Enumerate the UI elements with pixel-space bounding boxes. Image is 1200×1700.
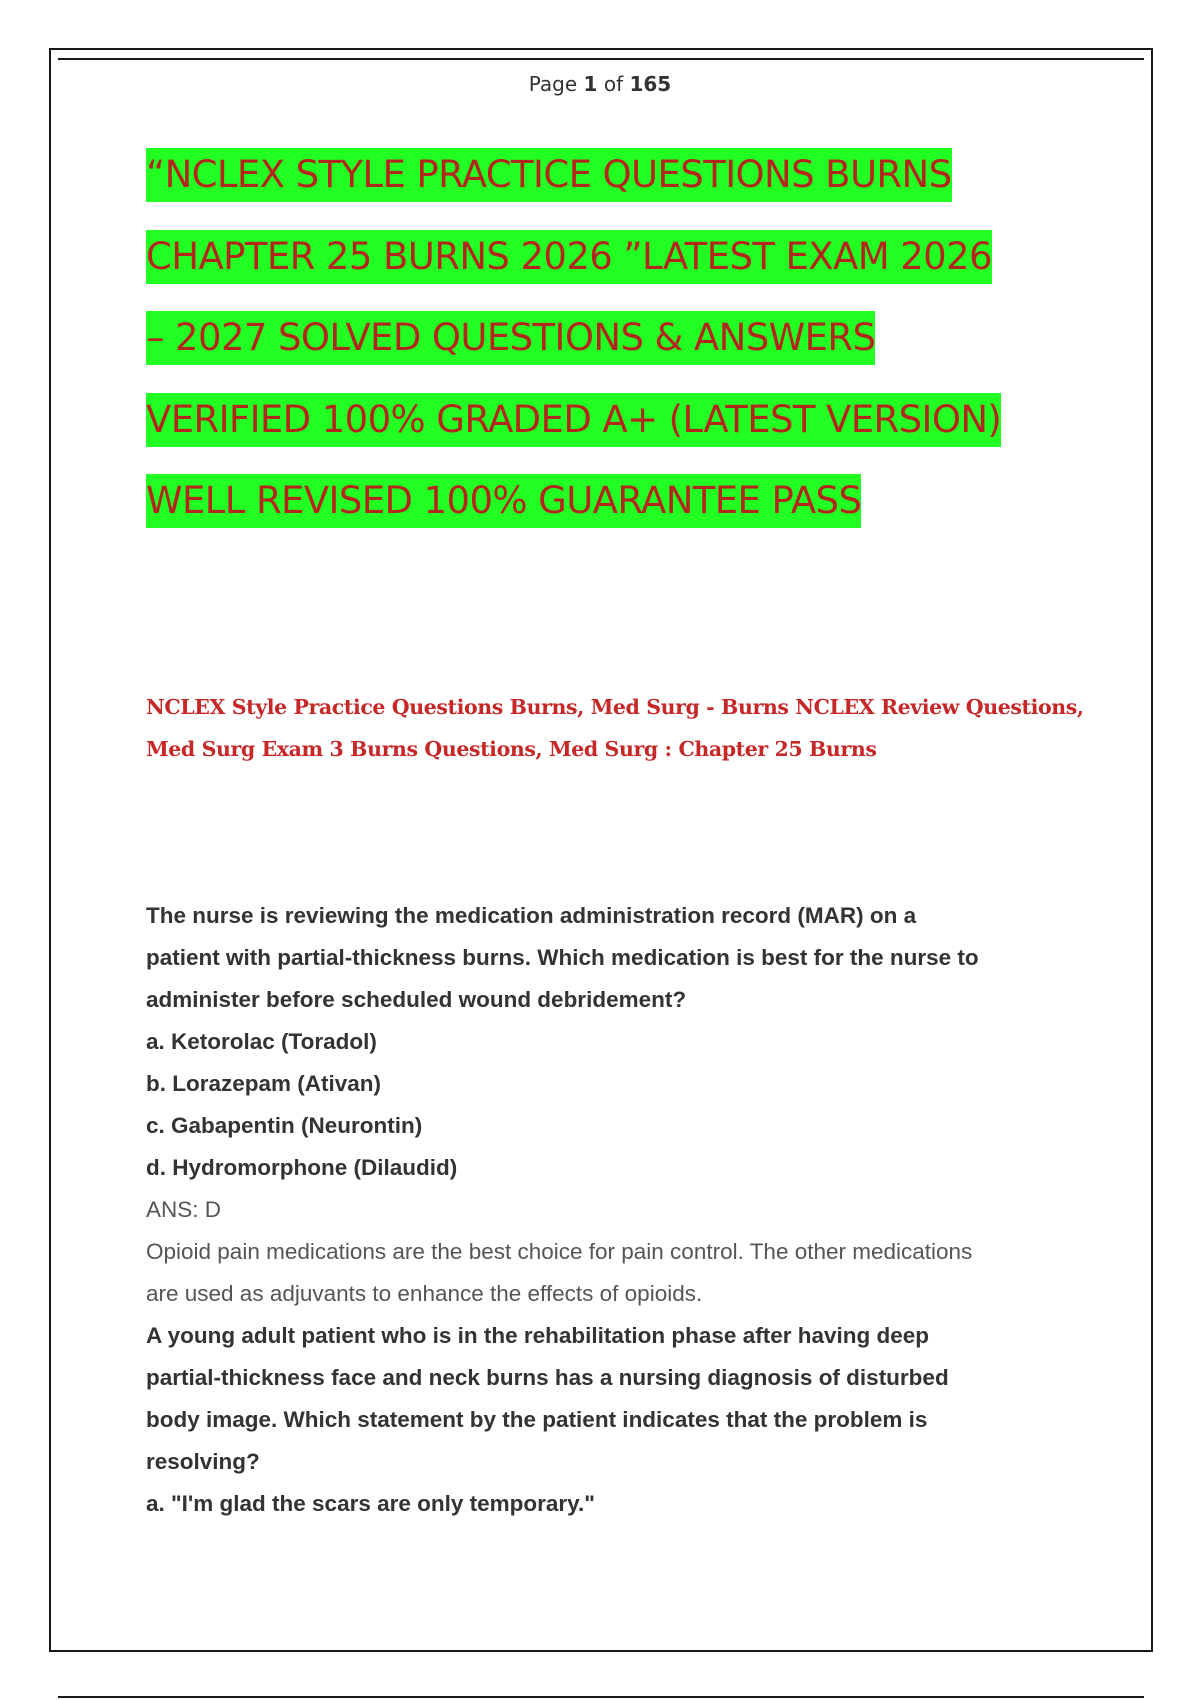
subtitle-line: Med Surg Exam 3 Burns Questions, Med Surg : Chapter 25 Burns bbox=[146, 737, 877, 761]
title-line: CHAPTER 25 BURNS 2026 ”LATEST EXAM 2026 bbox=[146, 230, 1066, 312]
top-rule bbox=[58, 58, 1144, 60]
subtitle-line: NCLEX Style Practice Questions Burns, Med Surg - Burns NCLEX Review Questions, bbox=[146, 695, 1084, 719]
page-indicator bbox=[0, 72, 1200, 96]
question-2-text: A young adult patient who is in the rehabilitation phase after having deep bbox=[146, 1323, 929, 1348]
question-1-explanation: are used as adjuvants to enhance the effects of opioids. bbox=[146, 1281, 703, 1306]
page-current: 1 bbox=[583, 72, 598, 96]
question-1-explanation: Opioid pain medications are the best choice for pain control. The other medications bbox=[146, 1239, 973, 1264]
question-1-text: patient with partial-thickness burns. Which medication is best for the nurse to bbox=[146, 945, 979, 970]
question-1-text: administer before scheduled wound debridement? bbox=[146, 987, 687, 1012]
title-line: WELL REVISED 100% GUARANTEE PASS bbox=[146, 474, 1066, 556]
question-1-option-c: c. Gabapentin (Neurontin) bbox=[146, 1113, 423, 1138]
question-2-text: resolving? bbox=[146, 1449, 260, 1474]
title-line: “NCLEX STYLE PRACTICE QUESTIONS BURNS bbox=[146, 148, 1066, 230]
page-of: of bbox=[603, 72, 624, 96]
question-1-answer: ANS: D bbox=[146, 1197, 222, 1222]
title-line: – 2027 SOLVED QUESTIONS & ANSWERS bbox=[146, 311, 1066, 393]
page-word: Page bbox=[528, 72, 578, 96]
question-list bbox=[146, 895, 1076, 1525]
question-1-option-b: b. Lorazepam (Ativan) bbox=[146, 1071, 382, 1096]
question-2-option-a: a. "I'm glad the scars are only temporary." bbox=[146, 1491, 595, 1516]
next-page-rule bbox=[58, 1696, 1144, 1698]
question-1-option-a: a. Ketorolac (Toradol) bbox=[146, 1029, 377, 1054]
page-total: 165 bbox=[629, 72, 672, 96]
question-2-text: body image. Which statement by the patient indicates that the problem is bbox=[146, 1407, 928, 1432]
question-1-text: The nurse is reviewing the medication administration record (MAR) on a bbox=[146, 903, 917, 928]
question-2-text: partial-thickness face and neck burns has a nursing diagnosis of disturbed bbox=[146, 1365, 949, 1390]
question-1-option-d: d. Hydromorphone (Dilaudid) bbox=[146, 1155, 458, 1180]
document-subtitle bbox=[146, 686, 1084, 770]
document-title bbox=[146, 148, 1066, 556]
title-line: VERIFIED 100% GRADED A+ (LATEST VERSION) bbox=[146, 393, 1066, 475]
